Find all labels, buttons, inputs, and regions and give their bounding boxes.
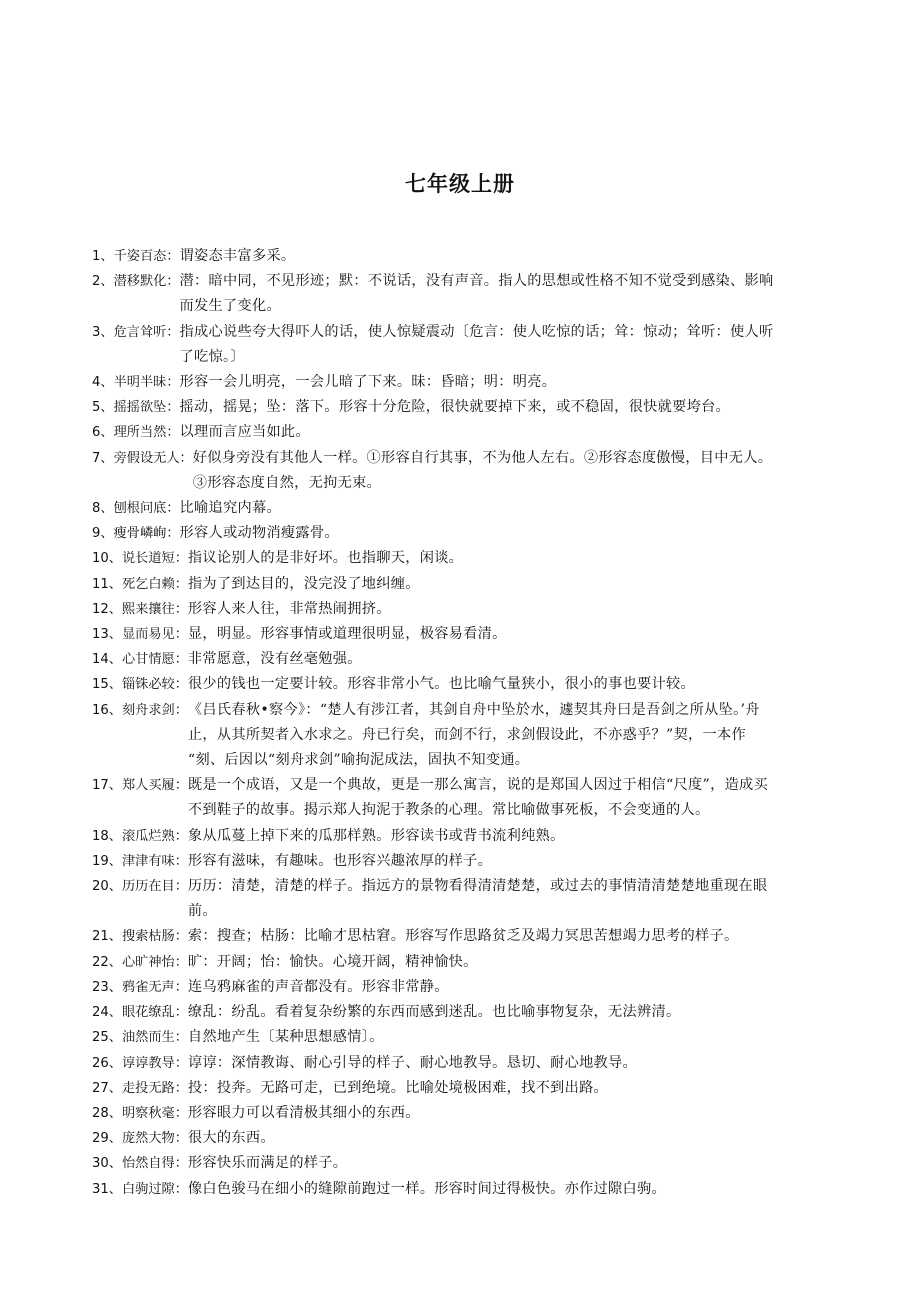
separator: ：	[174, 1181, 188, 1197]
idiom-term	[92, 950, 188, 975]
list-item	[92, 622, 832, 647]
separator: ：	[174, 1080, 188, 1096]
list-item	[92, 1000, 832, 1025]
item-number: 18、	[92, 828, 122, 844]
separator: ：	[174, 929, 188, 945]
definition-line: 而发生了变化。	[179, 298, 281, 315]
idiom-term	[92, 521, 180, 546]
idiom-term	[92, 597, 188, 622]
idiom-word: 历历在目	[121, 879, 175, 895]
separator: ：	[174, 1156, 188, 1172]
idiom-definition	[188, 1177, 832, 1202]
separator: ：	[174, 879, 188, 895]
definition-line: 止，从其所契者入水求之。舟已行矣，而剑不行，求剑假设此，不亦惑乎？”契，一本作	[187, 726, 746, 743]
definition-line: ③形容态度自然，无拘无束。	[192, 474, 382, 491]
definition-line: 投：投奔。无路可走，已到绝境。比喻处境极困难，找不到出路。	[187, 1079, 609, 1096]
definition-line: 连乌鸦麻雀的声音都没有。形容非常静。	[187, 978, 449, 995]
list-item	[92, 521, 832, 546]
item-number: 23、	[92, 979, 122, 995]
idiom-word: 危言耸听	[113, 324, 167, 340]
list-item	[92, 698, 832, 774]
list-item	[92, 824, 832, 849]
idiom-definition	[193, 446, 832, 496]
definition-line: 以理而言应当如此。	[179, 424, 310, 441]
definition-line: 谆谆：深情教诲、耐心引导的样子、耐心地教导。恳切、耐心地教导。	[187, 1054, 638, 1071]
idiom-word: 郑人买履	[121, 778, 175, 794]
item-number: 1、	[92, 249, 114, 264]
definition-line: 摇动，摇晃；坠：落下。形容十分危险，很快就要掉下来，或不稳固，很快就要垮台。	[179, 399, 731, 416]
list-item	[92, 647, 832, 672]
idiom-term	[92, 269, 180, 294]
item-number: 27、	[92, 1080, 122, 1096]
separator: ：	[179, 450, 193, 466]
item-number: 19、	[92, 853, 122, 869]
idiom-word: 显而易见	[121, 627, 175, 643]
idiom-definition	[188, 1000, 832, 1025]
separator: ：	[174, 828, 188, 844]
idiom-word: 说长道短	[121, 551, 175, 567]
idiom-definition	[180, 420, 832, 445]
separator: ：	[174, 1105, 188, 1121]
idiom-definition	[188, 950, 832, 975]
list-item	[92, 496, 832, 521]
definition-line: “刻、后因以“刻舟求剑”喻拘泥成法，固执不知变通。	[187, 752, 530, 769]
idiom-word: 瘦骨嶙峋	[113, 526, 167, 542]
item-number: 21、	[92, 929, 122, 945]
idiom-term	[92, 420, 180, 445]
separator: ：	[166, 274, 180, 290]
idiom-word: 白驹过隙	[121, 1181, 175, 1197]
idiom-term	[92, 446, 193, 471]
idiom-definition	[188, 647, 832, 672]
idiom-term	[92, 1151, 188, 1176]
separator: ：	[174, 954, 188, 970]
separator: ：	[166, 400, 180, 416]
list-item	[92, 773, 832, 823]
definition-line: 指为了到达目的，没完没了地纠缠。	[187, 575, 420, 592]
definition-line: 了吃惊。〕	[179, 348, 245, 365]
item-number: 10、	[92, 551, 122, 567]
idiom-word: 油然而生	[121, 1030, 175, 1046]
list-item	[92, 572, 832, 597]
idiom-word: 刨根问底	[113, 501, 167, 517]
item-number: 26、	[92, 1055, 122, 1071]
definition-line: 形容快乐而满足的样子。	[187, 1155, 348, 1172]
separator: ：	[166, 375, 180, 391]
list-item	[92, 1076, 832, 1101]
list-item	[92, 446, 832, 496]
idiom-word: 走投无路	[121, 1080, 175, 1096]
idiom-word: 谆谆教导	[121, 1055, 175, 1071]
idiom-term	[92, 773, 188, 798]
item-number: 25、	[92, 1030, 122, 1046]
item-number: 6、	[92, 425, 114, 441]
list-item	[92, 1101, 832, 1126]
idiom-definition	[188, 672, 832, 697]
idiom-definition	[188, 924, 832, 949]
separator: ：	[174, 677, 188, 693]
separator: ：	[174, 702, 188, 718]
list-item	[92, 320, 832, 370]
idiom-word: 心甘情愿	[121, 652, 175, 668]
idiom-definition	[180, 269, 832, 319]
list-item	[92, 1051, 832, 1076]
item-number: 15、	[92, 677, 122, 693]
item-number: 4、	[92, 375, 114, 391]
separator: ：	[174, 601, 188, 617]
definition-line: 历历：清楚，清楚的样子。指远方的景物看得清清楚楚，或过去的事情清清楚楚地重现在眼	[187, 878, 768, 895]
idiom-term	[92, 874, 188, 899]
idiom-term	[92, 244, 180, 269]
idiom-term	[92, 320, 180, 345]
idiom-definition	[188, 1151, 832, 1176]
definition-line: 指成心说些夸大得吓人的话，使人惊疑震动〔危言：使人吃惊的话；耸：惊动；耸听：使人听	[179, 323, 774, 340]
idiom-definition	[188, 1051, 832, 1076]
separator: ：	[174, 627, 188, 643]
idiom-definition	[188, 597, 832, 622]
idiom-term	[92, 1051, 188, 1076]
definition-line: 《吕氏春秋•察今》：“楚人有涉江者，其剑自舟中坠於水，遽契其舟曰是吾剑之所从坠。’舟	[187, 701, 760, 718]
item-number: 31、	[92, 1181, 122, 1197]
idiom-term	[92, 546, 188, 571]
idiom-word: 旁假设无人	[113, 450, 180, 466]
idiom-word: 津津有味	[121, 853, 175, 869]
idiom-definition	[188, 1025, 832, 1050]
idiom-definition	[188, 849, 832, 874]
idiom-definition	[188, 1101, 832, 1126]
idiom-term	[92, 975, 188, 1000]
list-item	[92, 597, 832, 622]
idiom-definition	[180, 320, 832, 370]
idiom-word: 搜索枯肠	[121, 929, 175, 945]
item-number: 17、	[92, 778, 122, 794]
definition-line: 不到鞋子的故事。揭示郑人拘泥于教条的心理。常比喻做事死板，不会变通的人。	[187, 802, 710, 819]
definition-line: 缭乱：纷乱。看着复杂纷繁的东西而感到迷乱。也比喻事物复杂，无法辨清。	[187, 1004, 681, 1021]
separator: ：	[174, 576, 188, 592]
idiom-definition	[188, 874, 832, 924]
idiom-definition	[188, 622, 832, 647]
item-number: 12、	[92, 601, 122, 617]
separator: ：	[174, 979, 188, 995]
definition-line: 前。	[187, 903, 217, 920]
idiom-term	[92, 1025, 188, 1050]
item-number: 20、	[92, 879, 122, 895]
list-item	[92, 1126, 832, 1151]
list-item	[92, 1151, 832, 1176]
item-number: 2、	[92, 274, 114, 290]
idiom-word: 理所当然	[113, 425, 167, 441]
separator: ：	[166, 501, 180, 517]
item-number: 28、	[92, 1105, 122, 1121]
item-number: 11、	[92, 576, 122, 592]
definition-line: 好似身旁没有其他人一样。①形容自行其事，不为他人左右。②形容态度傲慢，目中无人。	[192, 449, 773, 466]
definition-line: 非常愿意，没有丝毫勉强。	[187, 651, 362, 668]
definition-line: 像白色骏马在细小的缝隙前跑过一样。形容时间过得极快。亦作过隙白驹。	[187, 1180, 666, 1197]
idiom-term	[92, 370, 180, 395]
idiom-word: 半明半昧	[113, 375, 167, 391]
definition-line: 很大的东西。	[187, 1130, 275, 1147]
idiom-definition	[188, 773, 832, 823]
idiom-word: 明察秋毫	[121, 1105, 175, 1121]
idiom-word: 庞然大物	[121, 1131, 175, 1147]
definition-line: 象从瓜蔓上掉下来的瓜那样熟。形容读书或背书流利纯熟。	[187, 827, 565, 844]
idiom-word: 锱铢必较	[121, 677, 175, 693]
separator: ：	[166, 425, 180, 441]
idiom-term	[92, 1126, 188, 1151]
list-item	[92, 975, 832, 1000]
item-number: 22、	[92, 954, 122, 970]
list-item	[92, 395, 832, 420]
list-item	[92, 1025, 832, 1050]
idiom-word: 滚瓜烂熟	[121, 828, 175, 844]
definition-line: 形容人或动物消瘦露骨。	[179, 525, 339, 542]
definition-line: 比喻追究内幕。	[179, 500, 281, 517]
idiom-definition	[188, 572, 832, 597]
separator: ：	[174, 778, 188, 794]
item-number: 5、	[92, 400, 114, 416]
idiom-term	[92, 572, 188, 597]
definition-line: 谓姿态丰富多采。	[179, 248, 296, 264]
idiom-definition	[188, 824, 832, 849]
idiom-term	[92, 672, 188, 697]
idiom-definition	[180, 496, 832, 521]
idiom-word: 心旷神怡	[121, 954, 175, 970]
idiom-definition	[188, 975, 832, 1000]
idiom-definition	[180, 521, 832, 546]
item-number: 14、	[92, 652, 122, 668]
definition-line: 显，明显。形容事情或道理很明显，极容易看清。	[187, 626, 507, 643]
list-item	[92, 950, 832, 975]
idiom-term	[92, 1177, 188, 1202]
separator: ：	[166, 249, 180, 264]
item-number: 29、	[92, 1131, 122, 1147]
definition-line: 指议论别人的是非好坏。也指聊天，闲谈。	[187, 550, 464, 567]
idiom-term	[92, 849, 188, 874]
idiom-term	[92, 1000, 188, 1025]
list-item	[92, 546, 832, 571]
item-number: 24、	[92, 1005, 122, 1021]
item-number: 8、	[92, 501, 114, 517]
definition-line: 形容有滋味，有趣味。也形容兴趣浓厚的样子。	[187, 852, 493, 869]
item-number: 13、	[92, 627, 122, 643]
idiom-definition	[180, 370, 832, 395]
list-item	[92, 924, 832, 949]
definition-line: 旷：开阔；怡：愉快。心境开阔，精神愉快。	[187, 953, 478, 970]
idiom-term	[92, 395, 180, 420]
definition-line: 索：搜查；枯肠：比喻才思枯窘。形容写作思路贫乏及竭力冥思苦想竭力思考的样子。	[187, 928, 739, 945]
definition-line: 潜：暗中同，不见形迹；默：不说话，没有声音。指人的思想或性格不知不觉受到感染、影响	[179, 273, 774, 290]
definition-line: 既是一个成语，又是一个典故，更是一那么寓言，说的是郑国人因过于相信“尺度”，造成买	[187, 777, 769, 794]
separator: ：	[174, 652, 188, 668]
definition-line: 很少的钱也一定要计较。形容非常小气。也比喻气量狭小，很小的事也要计较。	[187, 676, 695, 693]
list-item	[92, 849, 832, 874]
item-number: 30、	[92, 1156, 122, 1172]
idiom-definition	[188, 1126, 832, 1151]
separator: ：	[174, 853, 188, 869]
idiom-term	[92, 647, 188, 672]
idiom-term	[92, 1076, 188, 1101]
separator: ：	[166, 324, 180, 340]
idiom-word: 潜移默化	[113, 274, 167, 290]
idiom-term	[92, 622, 188, 647]
idiom-list	[92, 244, 832, 1202]
item-number: 7、	[92, 450, 114, 466]
separator: ：	[174, 551, 188, 567]
idiom-definition	[180, 244, 832, 269]
separator: ：	[174, 1131, 188, 1147]
idiom-term	[92, 824, 188, 849]
idiom-word: 死乞白赖	[121, 576, 175, 592]
page-title: 七年级上册	[405, 172, 515, 196]
list-item	[92, 1177, 832, 1202]
idiom-word: 刻舟求剑	[121, 702, 175, 718]
item-number: 9、	[92, 526, 114, 542]
idiom-term	[92, 1101, 188, 1126]
idiom-definition	[188, 698, 832, 774]
idiom-word: 摇摇欲坠	[113, 400, 167, 416]
idiom-definition	[188, 1076, 832, 1101]
list-item	[92, 420, 832, 445]
idiom-definition	[180, 395, 832, 420]
definition-line: 形容人来人往，非常热闹拥挤。	[187, 600, 391, 617]
idiom-word: 怡然自得	[121, 1156, 175, 1172]
item-number: 16、	[92, 702, 122, 718]
separator: ：	[174, 1030, 188, 1046]
separator: ：	[174, 1055, 188, 1071]
item-number: 3、	[92, 324, 114, 340]
separator: ：	[166, 526, 180, 542]
idiom-word: 眼花缭乱	[121, 1005, 175, 1021]
definition-line: 形容眼力可以看清极其细小的东西。	[187, 1104, 420, 1121]
list-item	[92, 370, 832, 395]
list-item	[92, 672, 832, 697]
idiom-word: 熙来攘往	[121, 601, 175, 617]
list-item	[92, 874, 832, 924]
idiom-term	[92, 698, 188, 723]
idiom-word: 鸦雀无声	[121, 979, 175, 995]
list-item	[92, 244, 832, 269]
definition-line: 形容一会儿明亮，一会儿暗了下来。昧：昏暗；明：明亮。	[179, 374, 557, 391]
idiom-term	[92, 924, 188, 949]
list-item	[92, 269, 832, 319]
separator: ：	[174, 1005, 188, 1021]
idiom-term	[92, 496, 180, 521]
definition-line: 自然地产生〔某种思想感情〕。	[187, 1029, 384, 1046]
idiom-definition	[188, 546, 832, 571]
idiom-word: 千姿百态	[113, 249, 167, 264]
